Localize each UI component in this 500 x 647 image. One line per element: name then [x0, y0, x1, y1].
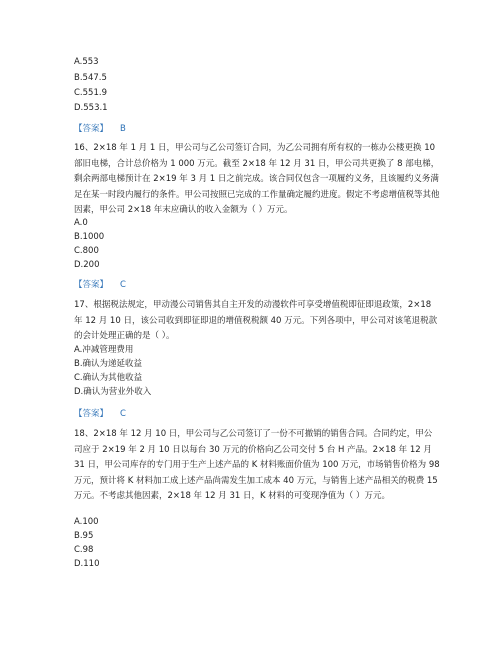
answer-line [74, 124, 126, 135]
question-16-text: 16、2×18 年 1 月 1 日，甲公司与乙公司签订合同，为乙公司拥有所有权的一栋办公楼更换 10 部旧电梯，合计总价格为 1 000 万元。截至 2×18 年 12 月 31 日，甲公司共更换了 8 部电梯，剩余两部电梯预计在 2×19 年 3 月 1 日之前完成。该合同仅包含一项履约义务，且该履约义务满足在某一时段内履行的条件。甲公司按照已完成的工作量确定履约进度。假定不考虑增值税等其他因素，甲公司 2×18 年末应确认的收入金额为（ ）万元。 [74, 143, 440, 215]
answer-label: 【答案】 [74, 280, 109, 290]
option-b: B.547.5 [74, 73, 107, 83]
question-17-text: 17、根据税法规定，甲动漫公司销售其自主开发的动漫软件可享受增值税即征即退政策，2×18 年 12 月 10 日，该公司收到即征即退的增值税税额 40 万元。下列各项中，甲公司对该笔退税款的会计处理正确的是（ ）。 [74, 300, 438, 341]
answer-label: 【答案】 [74, 409, 109, 419]
q16-option-d: D.200 [74, 260, 100, 270]
q17-option-d: D.确认为营业外收入 [74, 387, 152, 397]
answer-label: 【答案】 [74, 124, 109, 134]
q16-option-a: A.0 [74, 218, 88, 228]
q17-answer-line [74, 409, 126, 420]
answer-value: C [120, 409, 126, 419]
q18-option-a: A.100 [74, 517, 99, 527]
q18-option-c: C.98 [74, 545, 94, 555]
q17-option-a: A.冲减管理费用 [74, 345, 134, 355]
q16-answer-line [74, 280, 126, 291]
q16-option-c: C.800 [74, 246, 99, 256]
q17-option-c: C.确认为其他收益 [74, 373, 143, 383]
question-18-text: 18、2×18 年 12 月 10 日，甲公司与乙公司签订了一份不可撤销的销售合同。合同约定，甲公司应于 2×19 年 2 月 10 日以每台 30 万元的价格向乙公司交付 5 台 H 产品。2×18 年 12 月 31 日，甲公司库存的专门用于生产上述产品的 K 材料账面价值为 100 万元，市场销售价格为 98 万元，预计将 K 材料加工成上述产品尚需发生加工成本 40 万元，与销售上述产品相关的税费 15 万元。不考虑其他因素，2×18 年 12 月 31 日，K 材料的可变现净值为（ ）万元。 [74, 429, 440, 501]
answer-value: C [120, 280, 126, 290]
q16-option-b: B.1000 [74, 232, 105, 242]
q18-option-d: D.110 [74, 559, 100, 569]
option-a: A.553 [74, 57, 99, 67]
q18-option-b: B.95 [74, 531, 94, 541]
option-c: C.551.9 [74, 88, 107, 98]
option-d: D.553.1 [74, 103, 108, 113]
q17-option-b: B.确认为递延收益 [74, 359, 143, 369]
answer-value: B [120, 124, 126, 134]
